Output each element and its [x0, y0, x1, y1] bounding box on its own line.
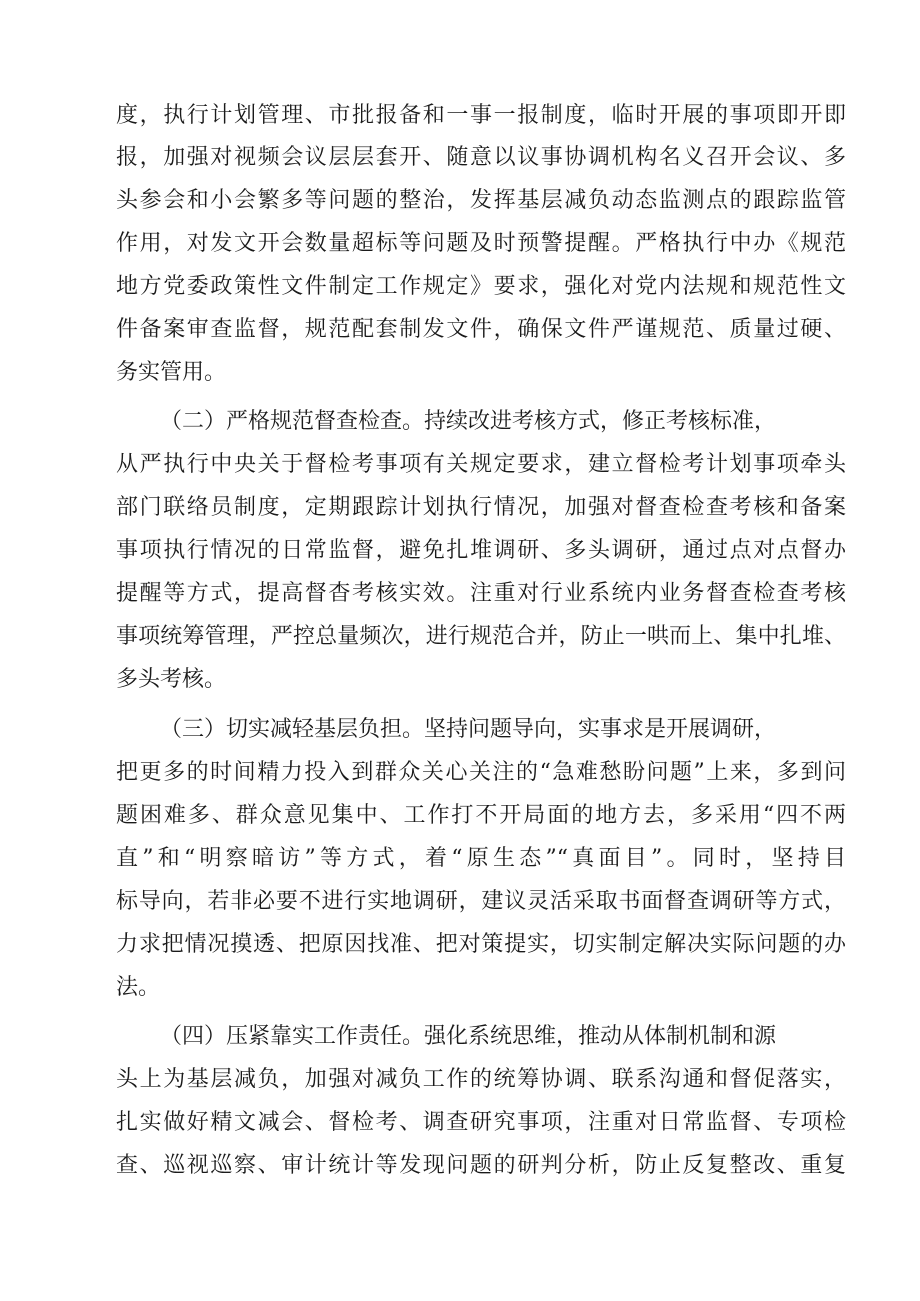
- text-line: 务实管用。: [116, 360, 227, 385]
- text-line: 提醒等方式，提高督杳考核实效。注重对行业系统内业务督查检查考核: [116, 581, 846, 606]
- text-line: 从严执行中央关于督检考事项有关规定要求，建立督检考计划事项牵头: [116, 452, 846, 477]
- text-line: 查、巡视巡察、审计统计等发现问题的研判分析，防止反复整改、重复: [116, 1153, 846, 1178]
- text-line: 力求把情况摸透、把原因找准、把对策提实，切实制定解决实际问题的办: [116, 932, 846, 957]
- section-heading-line: （二）严格规范督查检查。持续改进考核方式，修正考核标准，: [160, 409, 777, 434]
- text-line: 部门联络员制度，定期跟踪计划执行情况，加强对督查检查考核和备案: [116, 495, 846, 520]
- text-line: 法。: [116, 975, 161, 1000]
- text-line: 标导向，若非必要不进行实地调研，建议灵活采取书面督查调研等方式，: [116, 889, 846, 914]
- text-line: 件备案审查监督，规范配套制发文件，确保文件严谨规范、质量过硬、: [116, 317, 846, 342]
- text-line: 头上为基层减负，加强对减负工作的统筹协调、联系沟通和督促落实，: [116, 1067, 846, 1092]
- section-heading-line: （三）切实减轻基层负担。坚持问题导向，实事求是开展调研，: [160, 717, 777, 742]
- text-line: 直”和“明察暗访”等方式，着“原生态”“真面目”。同时，坚持目: [116, 846, 846, 871]
- text-line: 事项统筹管理，严控总量频次，进行规范合并，防止一哄而上、集中扎堆、: [116, 624, 846, 649]
- text-line: 题困难多、群众意见集中、工作打不开局面的地方去，多采用“四不两: [116, 803, 846, 828]
- section-heading-line: （四）压紧靠实工作责任。强化系统思维，推动从体制机制和源: [160, 1024, 777, 1049]
- text-line: 作用，对发文开会数量超标等问题及时预警提醒。严格执行中办《规范: [116, 231, 846, 256]
- text-line: 多头考核。: [116, 667, 227, 692]
- text-line: 地方党委政策性文件制定工作规定》要求，强化对党内法规和规范性文: [116, 274, 846, 299]
- text-line: 头参会和小会繁多等问题的整治，发挥基层减负动态监测点的跟踪监管: [116, 188, 846, 213]
- text-line: 事项执行情况的日常监督，避免扎堆调研、多头调研，通过点对点督办: [116, 538, 846, 563]
- text-line: 报，加强对视频会议层层套开、随意以议事协调机构名义召开会议、多: [116, 145, 846, 170]
- text-line: 把更多的时间精力投入到群众关心关注的“急难愁盼问题”上来，多到问: [116, 760, 846, 785]
- text-line: 扎实做好精文减会、督检考、调查研究事项，注重对日常监督、专项检: [116, 1110, 846, 1135]
- text-line: 度，执行计划管理、市批报备和一事一报制度，临时开展的事项即开即: [116, 103, 846, 128]
